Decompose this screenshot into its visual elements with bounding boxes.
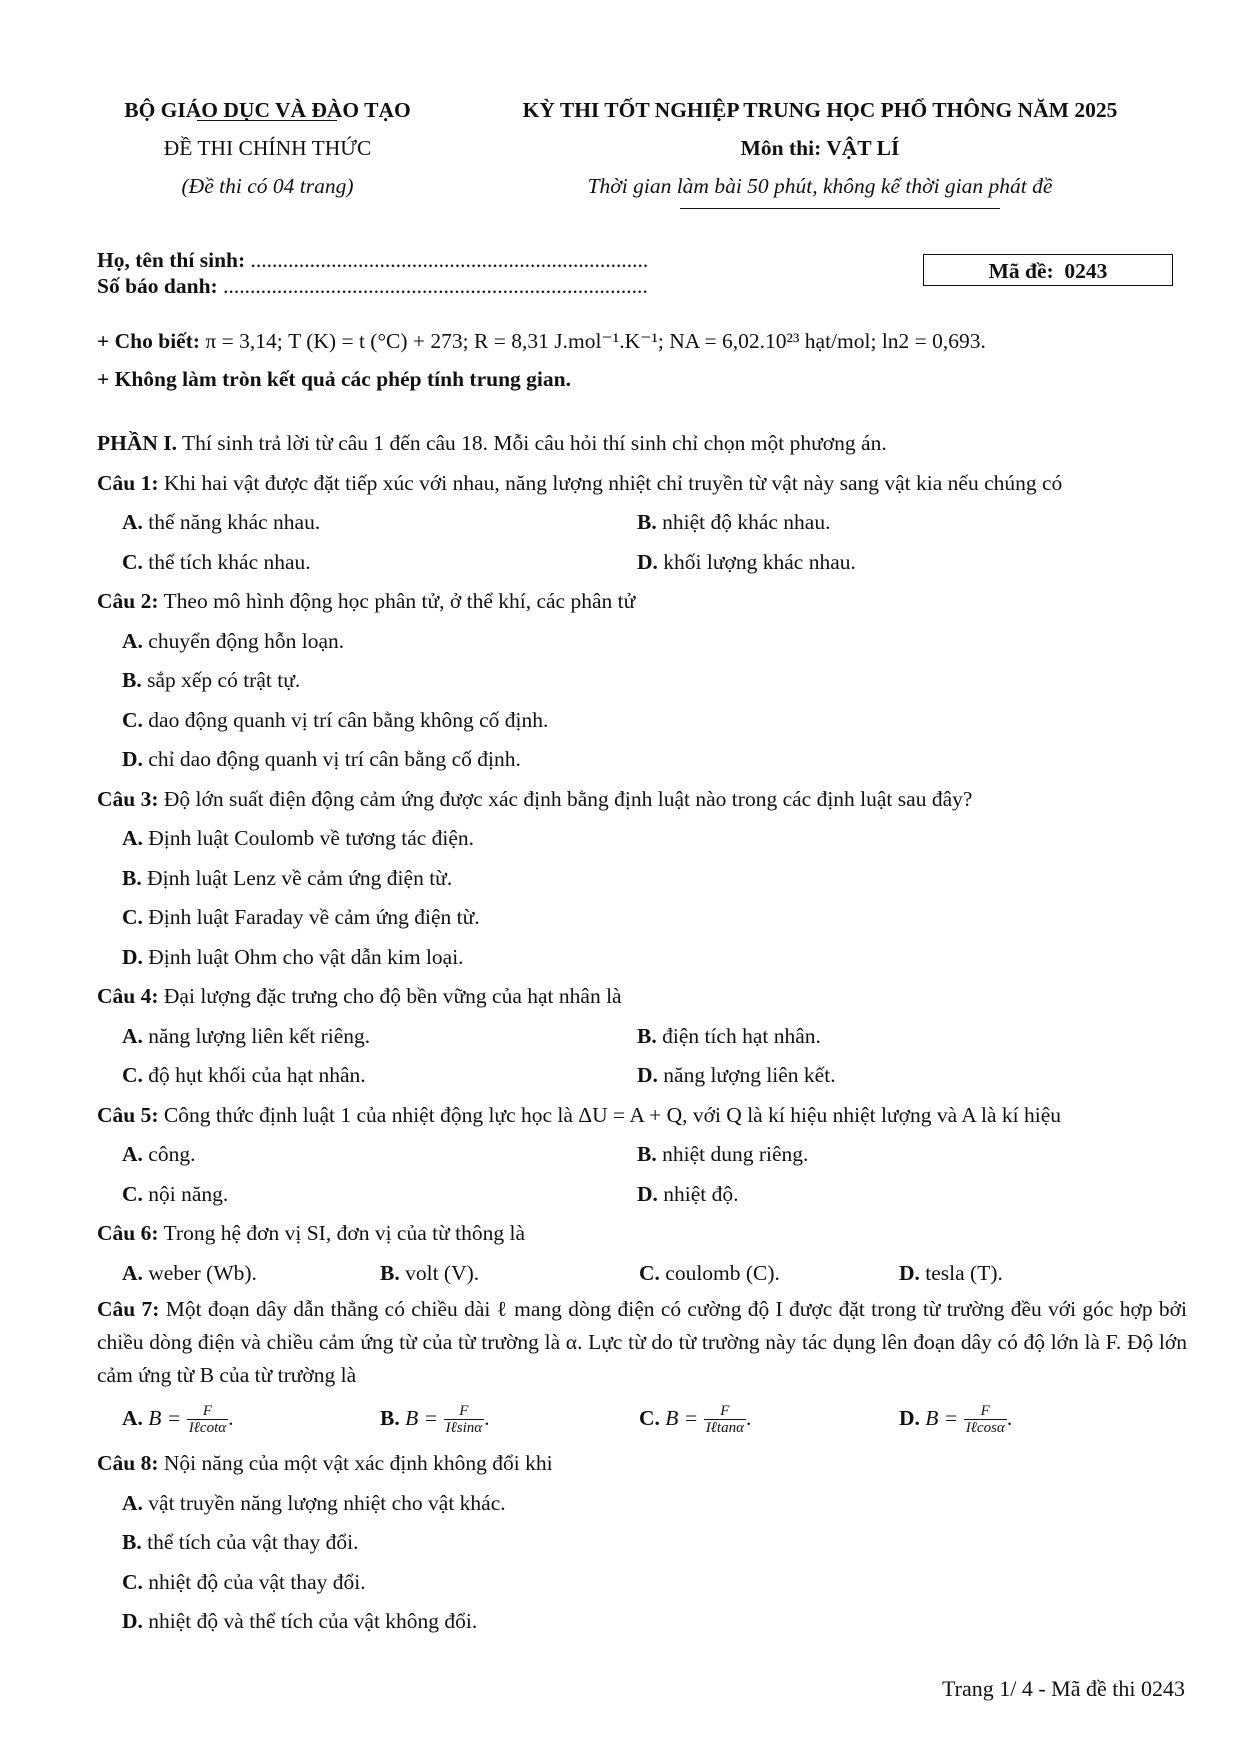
q5-option-c[interactable]: C. nội năng. bbox=[122, 1181, 229, 1206]
code-value: 0243 bbox=[1064, 259, 1108, 283]
name-label: Họ, tên thí sinh: bbox=[97, 248, 246, 272]
q6-option-d[interactable]: D. tesla (T). bbox=[899, 1260, 1003, 1285]
code-label: Mã đề: bbox=[988, 259, 1054, 283]
q8-option-c[interactable]: C. nhiệt độ của vật thay đổi. bbox=[122, 1569, 366, 1594]
q7-option-d[interactable]: D. B = $\frac{F}{\text{Iℓcosα}}$ . bbox=[899, 1403, 1013, 1437]
question-3-text: Độ lớn suất điện động cảm ứng được xác định bằng định luật nào trong các định luật sau đây? bbox=[163, 786, 973, 811]
q1-option-d[interactable]: D. khối lượng khác nhau. bbox=[637, 549, 856, 574]
subject-label: Môn thi: VẬT LÍ bbox=[740, 136, 900, 160]
ministry-name: BỘ GIÁO DỤC VÀ ĐÀO TẠO bbox=[124, 98, 411, 122]
id-label: Số báo danh: bbox=[97, 274, 218, 298]
q6-option-c[interactable]: C. coulomb (C). bbox=[639, 1260, 780, 1285]
pages-note: (Đề thi có 04 trang) bbox=[181, 174, 354, 198]
ministry-underline bbox=[197, 120, 337, 121]
time-note: Thời gian làm bài 50 phút, không kể thời gian phát đề bbox=[587, 174, 1053, 198]
q8-option-b[interactable]: B. thể tích của vật thay đổi. bbox=[122, 1530, 359, 1554]
question-7-text: Một đoạn dây dẫn thẳng có chiều dài ℓ mang dòng điện có cường độ I được đặt trong từ trường đều với góc hợp bởi chiều dòng điện và chiều cảm ứng từ của từ trường là α. Lực từ do từ trường này tác dụng lên đoạn dây có độ lớn là F. Độ lớn cảm ứng từ B của từ trường là bbox=[97, 1297, 1187, 1387]
q5-option-a[interactable]: A. công. bbox=[122, 1142, 196, 1166]
header-left bbox=[90, 100, 445, 214]
q2-option-b[interactable]: B. sắp xếp có trật tự. bbox=[122, 668, 301, 692]
part1-heading: PHẦN I. Thí sinh trả lời từ câu 1 đến câu 18. Mỗi câu hỏi thí sinh chỉ chọn một phương án. bbox=[97, 431, 887, 455]
q6-option-b[interactable]: B. volt (V). bbox=[380, 1260, 480, 1285]
givens-label: + Cho biết: bbox=[97, 329, 201, 353]
q4-option-b[interactable]: B. điện tích hạt nhân. bbox=[637, 1023, 821, 1048]
q1-option-a[interactable]: A. thế năng khác nhau. bbox=[122, 510, 321, 534]
question-7: Câu 7: Một đoạn dây dẫn thẳng có chiều dài ℓ mang dòng điện có cường độ I được đặt trong từ trường đều với góc hợp bởi chiều dòng điện và chiều cảm ứng từ của từ trường là α. Lực từ do từ trường này tác dụng lên đoạn dây có độ lớn là F. Độ lớn cảm ứng từ B của từ trường là bbox=[97, 1297, 1187, 1387]
q1-option-c[interactable]: C. thể tích khác nhau. bbox=[122, 549, 311, 574]
q4-option-a[interactable]: A. năng lượng liên kết riêng. bbox=[122, 1023, 371, 1048]
q5-option-d[interactable]: D. nhiệt độ. bbox=[637, 1181, 739, 1206]
q2-option-c[interactable]: C. dao động quanh vị trí cân bằng không cố định. bbox=[122, 707, 549, 732]
q7-option-b[interactable]: B. B = $\frac{F}{\text{Iℓsinα}}$ . bbox=[380, 1403, 490, 1437]
question-4: Câu 4: Đại lượng đặc trưng cho độ bền vững của hạt nhân là bbox=[97, 984, 622, 1008]
question-2: Câu 2: Theo mô hình động học phân tử, ở thể khí, các phân tử bbox=[97, 589, 636, 613]
q3-option-b[interactable]: B. Định luật Lenz về cảm ứng điện từ. bbox=[122, 865, 453, 890]
q3-option-d[interactable]: D. Định luật Ohm cho vật dẫn kim loại. bbox=[122, 944, 464, 969]
q8-option-a[interactable]: A. vật truyền năng lượng nhiệt cho vật khác. bbox=[122, 1490, 506, 1515]
page-footer: Trang 1/ 4 - Mã đề thi 0243 bbox=[941, 1676, 1185, 1701]
q3-option-c[interactable]: C. Định luật Faraday về cảm ứng điện từ. bbox=[122, 905, 480, 929]
question-3: Câu 3: Độ lớn suất điện động cảm ứng được xác định bằng định luật nào trong các định luật sau đây? bbox=[97, 786, 973, 811]
header-right bbox=[470, 100, 1170, 214]
question-5-text: Công thức định luật 1 của nhiệt động lực học là ΔU = A + Q, với Q là kí hiệu nhiệt lượng và A là kí hiệu bbox=[163, 1102, 1062, 1127]
question-6-text: Trong hệ đơn vị SI, đơn vị của từ thông là bbox=[163, 1221, 525, 1245]
question-8: Câu 8: Nội năng của một vật xác định không đổi khi bbox=[97, 1451, 553, 1475]
q6-option-a[interactable]: A. weber (Wb). bbox=[122, 1260, 257, 1285]
name-dots: .......................................................................... bbox=[250, 248, 649, 272]
question-5: Câu 5: Công thức định luật 1 của nhiệt động lực học là ΔU = A + Q, với Q là kí hiệu nhiệt lượng và A là kí hiệu bbox=[97, 1102, 1062, 1127]
q7-option-c[interactable]: C. B = $\frac{F}{\text{Iℓtanα}}$ . bbox=[639, 1403, 752, 1437]
q4-option-d[interactable]: D. năng lượng liên kết. bbox=[637, 1063, 836, 1087]
id-dots: ............................................................................... bbox=[223, 274, 648, 298]
exam-code-box bbox=[923, 254, 1173, 286]
q2-option-d[interactable]: D. chỉ dao động quanh vị trí cân bằng cố định. bbox=[122, 747, 521, 771]
candidate-block bbox=[97, 247, 648, 299]
question-1: Câu 1: Khi hai vật được đặt tiếp xúc với nhau, năng lượng nhiệt chỉ truyền từ vật này sang vật kia nếu chúng có bbox=[97, 470, 1063, 495]
no-round-note: + Không làm tròn kết quả các phép tính trung gian. bbox=[97, 367, 571, 391]
question-4-text: Đại lượng đặc trưng cho độ bền vững của hạt nhân là bbox=[163, 984, 622, 1008]
time-underline bbox=[680, 208, 1000, 209]
q8-option-d[interactable]: D. nhiệt độ và thể tích của vật không đổi. bbox=[122, 1609, 478, 1633]
q2-option-a[interactable]: A. chuyển động hỗn loạn. bbox=[122, 628, 345, 653]
q3-option-a[interactable]: A. Định luật Coulomb về tương tác điện. bbox=[122, 826, 475, 850]
question-6: Câu 6: Trong hệ đơn vị SI, đơn vị của từ thông là bbox=[97, 1221, 525, 1245]
givens-block bbox=[97, 322, 986, 398]
q1-option-b[interactable]: B. nhiệt độ khác nhau. bbox=[637, 510, 831, 534]
exam-title: KỲ THI TỐT NGHIỆP TRUNG HỌC PHỔ THÔNG NĂM 2025 bbox=[522, 98, 1118, 122]
givens-text: π = 3,14; T (K) = t (°C) + 273; R = 8,31 J.mol⁻¹.K⁻¹; NA = 6,02.10²³ hạt/mol; ln2 = 0,693. bbox=[205, 329, 986, 353]
question-1-text: Khi hai vật được đặt tiếp xúc với nhau, năng lượng nhiệt chỉ truyền từ vật này sang vật kia nếu chúng có bbox=[163, 470, 1063, 495]
q7-option-a[interactable]: A. B = $\frac{F}{\text{Iℓcotα}}$ . bbox=[122, 1403, 234, 1437]
q4-option-c[interactable]: C. độ hụt khối của hạt nhân. bbox=[122, 1063, 366, 1087]
official-label: ĐỀ THI CHÍNH THỨC bbox=[163, 136, 372, 160]
q5-option-b[interactable]: B. nhiệt dung riêng. bbox=[637, 1142, 809, 1166]
question-2-text: Theo mô hình động học phân tử, ở thể khí, các phân tử bbox=[163, 589, 636, 613]
questions bbox=[97, 424, 1187, 1642]
question-8-text: Nội năng của một vật xác định không đổi khi bbox=[163, 1451, 553, 1475]
